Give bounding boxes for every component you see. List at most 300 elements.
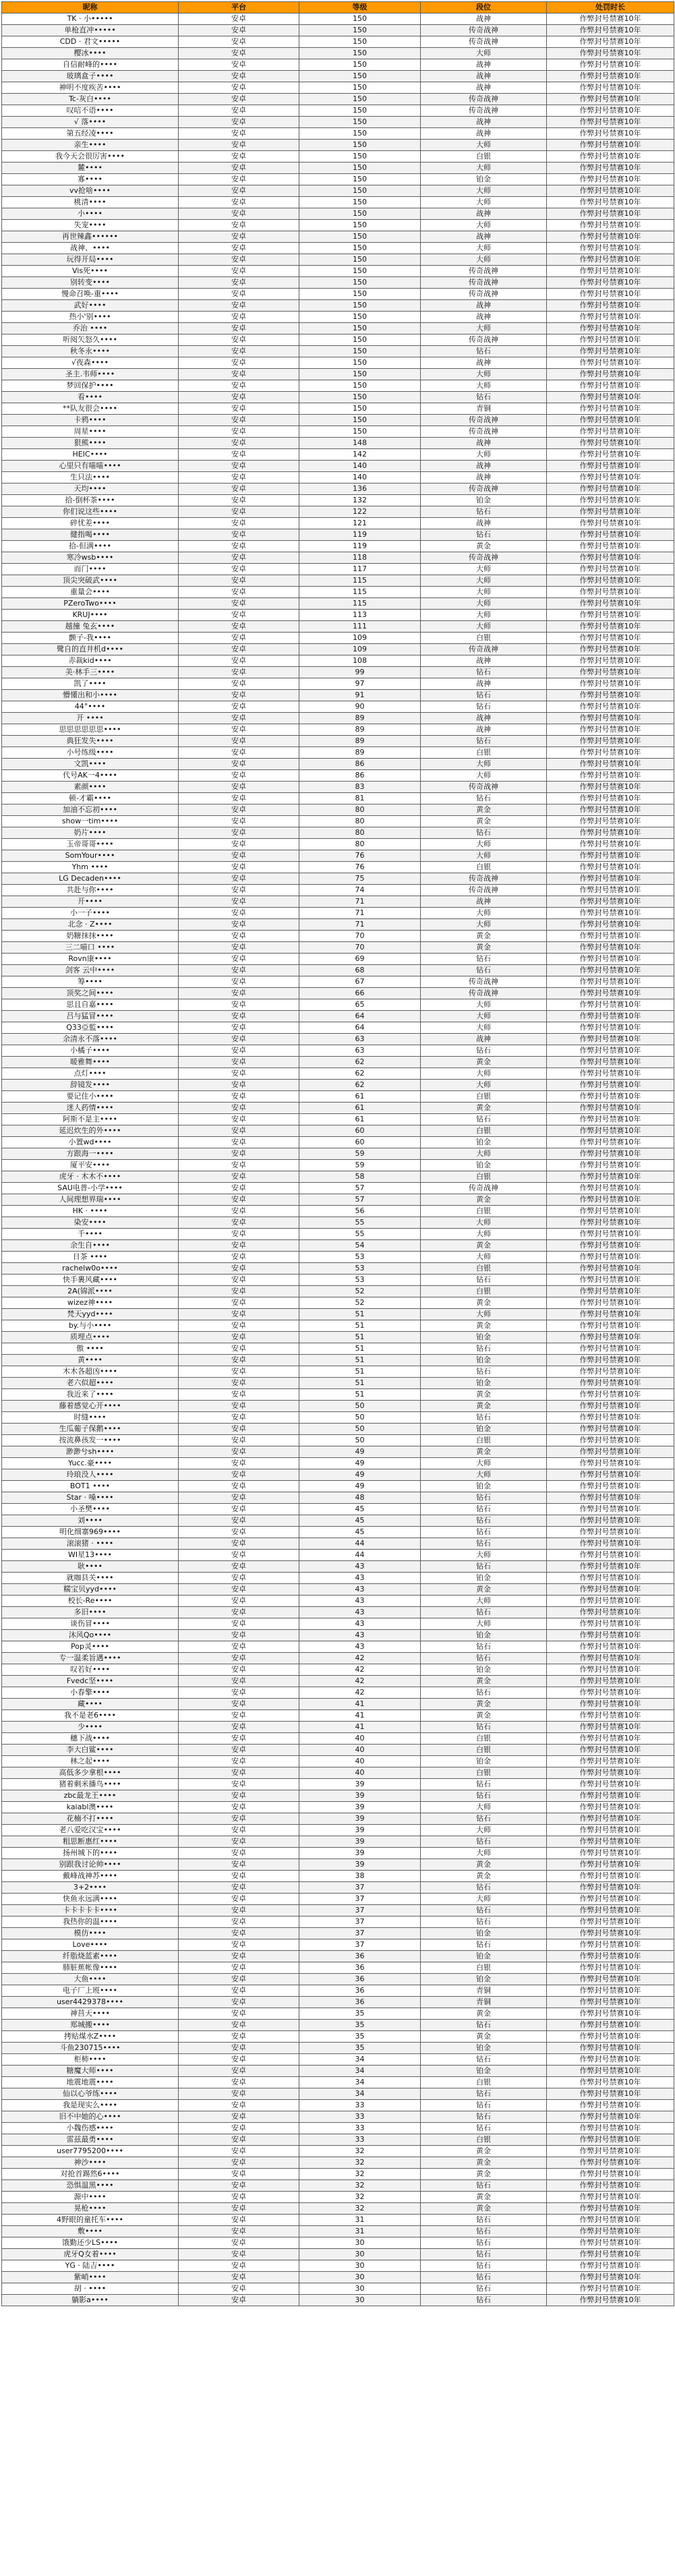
- cell-rank: 青铜: [421, 1985, 547, 1997]
- cell-platform: 安卓: [179, 690, 299, 701]
- cell-platform: 安卓: [179, 357, 299, 369]
- cell-nickname: 3+2••••: [2, 1882, 179, 1894]
- cell-rank: 战神: [421, 312, 547, 323]
- cell-penalty: 作弊封号禁赛10年: [547, 1951, 674, 1962]
- cell-penalty: 作弊封号禁赛10年: [547, 1320, 674, 1332]
- cell-level: 89: [299, 713, 421, 724]
- cell-platform: 安卓: [179, 1630, 299, 1641]
- cell-rank: 黄金: [421, 2031, 547, 2043]
- cell-penalty: 作弊封号禁赛10年: [547, 1286, 674, 1297]
- table-row: [2, 1859, 674, 1871]
- cell-platform: 安卓: [179, 782, 299, 793]
- cell-penalty: 作弊封号禁赛10年: [547, 140, 674, 151]
- cell-penalty: 作弊封号禁赛10年: [547, 185, 674, 197]
- cell-nickname: show一tim••••: [2, 816, 179, 827]
- cell-level: 51: [299, 1389, 421, 1401]
- table-row: [2, 2043, 674, 2054]
- cell-penalty: 作弊封号禁赛10年: [547, 896, 674, 908]
- cell-level: 30: [299, 2283, 421, 2295]
- cell-penalty: 作弊封号禁赛10年: [547, 254, 674, 266]
- cell-platform: 安卓: [179, 1710, 299, 1722]
- cell-rank: 白银: [421, 1435, 547, 1446]
- table-row: [2, 163, 674, 174]
- cell-rank: 白银: [421, 633, 547, 644]
- cell-level: 142: [299, 449, 421, 461]
- cell-nickname: 寡••••: [2, 174, 179, 185]
- cell-level: 70: [299, 942, 421, 954]
- cell-nickname: 亲生••••: [2, 140, 179, 151]
- table-row: [2, 541, 674, 552]
- cell-nickname: 时缝••••: [2, 1412, 179, 1424]
- cell-rank: 钻石: [421, 1687, 547, 1699]
- cell-rank: 传奇战神: [421, 266, 547, 277]
- cell-platform: 安卓: [179, 1263, 299, 1275]
- cell-level: 66: [299, 988, 421, 999]
- cell-nickname: 源中••••: [2, 2192, 179, 2203]
- cell-nickname: 剑客 云中••••: [2, 965, 179, 976]
- cell-nickname: 快手裹风藏••••: [2, 1275, 179, 1286]
- cell-level: 150: [299, 13, 421, 25]
- cell-level: 64: [299, 1011, 421, 1022]
- cell-rank: 传奇战神: [421, 277, 547, 289]
- table-row: [2, 1802, 674, 1813]
- cell-level: 115: [299, 598, 421, 610]
- cell-penalty: 作弊封号禁赛10年: [547, 1676, 674, 1687]
- cell-nickname: 越撞 兔玄••••: [2, 621, 179, 633]
- cell-platform: 安卓: [179, 931, 299, 942]
- cell-penalty: 作弊封号禁赛10年: [547, 323, 674, 334]
- cell-rank: 白银: [421, 1962, 547, 1974]
- cell-nickname: 快鱼永远满••••: [2, 1894, 179, 1905]
- cell-level: 150: [299, 140, 421, 151]
- cell-level: 43: [299, 1561, 421, 1573]
- cell-nickname: 点灯••••: [2, 1068, 179, 1080]
- cell-penalty: 作弊封号禁赛10年: [547, 426, 674, 438]
- cell-level: 43: [299, 1573, 421, 1584]
- cell-level: 30: [299, 2295, 421, 2306]
- cell-level: 35: [299, 2043, 421, 2054]
- cell-platform: 安卓: [179, 827, 299, 839]
- cell-rank: 大师: [421, 759, 547, 770]
- cell-rank: 大师: [421, 1022, 547, 1034]
- cell-platform: 安卓: [179, 1985, 299, 1997]
- cell-penalty: 作弊封号禁赛10年: [547, 1745, 674, 1756]
- cell-penalty: 作弊封号禁赛10年: [547, 1343, 674, 1355]
- cell-penalty: 作弊封号禁赛10年: [547, 1894, 674, 1905]
- cell-rank: 钻石: [421, 2215, 547, 2226]
- cell-level: 49: [299, 1469, 421, 1481]
- cell-nickname: 迷人药情••••: [2, 1103, 179, 1114]
- cell-penalty: 作弊封号禁赛10年: [547, 1229, 674, 1240]
- cell-platform: 安卓: [179, 277, 299, 289]
- cell-nickname: 仙以心爷练••••: [2, 2088, 179, 2100]
- cell-platform: 安卓: [179, 392, 299, 403]
- cell-penalty: 作弊封号禁赛10年: [547, 1492, 674, 1504]
- cell-platform: 安卓: [179, 587, 299, 598]
- cell-level: 150: [299, 380, 421, 392]
- table-row: [2, 1057, 674, 1068]
- cell-platform: 安卓: [179, 25, 299, 36]
- cell-platform: 安卓: [179, 1194, 299, 1206]
- cell-platform: 安卓: [179, 334, 299, 346]
- cell-platform: 安卓: [179, 2088, 299, 2100]
- cell-penalty: 作弊封号禁赛10年: [547, 1481, 674, 1492]
- cell-nickname: 健指喝••••: [2, 529, 179, 541]
- cell-rank: 钻石: [421, 1916, 547, 1928]
- table-row: [2, 598, 674, 610]
- cell-penalty: 作弊封号禁赛10年: [547, 804, 674, 816]
- cell-nickname: 明化细寨969••••: [2, 1527, 179, 1538]
- table-row: [2, 266, 674, 277]
- cell-penalty: 作弊封号禁赛10年: [547, 633, 674, 644]
- cell-rank: 黄金: [421, 2157, 547, 2169]
- cell-penalty: 作弊封号禁赛10年: [547, 793, 674, 804]
- cell-level: 62: [299, 1057, 421, 1068]
- cell-penalty: 作弊封号禁赛10年: [547, 1710, 674, 1722]
- cell-level: 80: [299, 804, 421, 816]
- table-row: [2, 1905, 674, 1916]
- cell-rank: 白银: [421, 1745, 547, 1756]
- table-row: [2, 747, 674, 759]
- cell-rank: 钻石: [421, 2237, 547, 2249]
- table-row: [2, 185, 674, 197]
- cell-rank: 大师: [421, 564, 547, 575]
- cell-platform: 安卓: [179, 1355, 299, 1366]
- cell-penalty: 作弊封号禁赛10年: [547, 1206, 674, 1217]
- cell-nickname: 敷••••: [2, 2226, 179, 2237]
- cell-nickname: 虎牙Q女着••••: [2, 2249, 179, 2260]
- cell-penalty: 作弊封号禁赛10年: [547, 369, 674, 380]
- cell-rank: 铂金: [421, 1664, 547, 1676]
- table-row: [2, 472, 674, 484]
- cell-nickname: 懵懂出和小••••: [2, 690, 179, 701]
- cell-penalty: 作弊封号禁赛10年: [547, 36, 674, 48]
- cell-nickname: Pop灵••••: [2, 1641, 179, 1653]
- cell-rank: 战神: [421, 208, 547, 220]
- cell-level: 150: [299, 346, 421, 357]
- cell-level: 97: [299, 678, 421, 690]
- cell-level: 70: [299, 931, 421, 942]
- table-row: [2, 1687, 674, 1699]
- cell-level: 49: [299, 1458, 421, 1469]
- cell-rank: 大师: [421, 770, 547, 782]
- cell-penalty: 作弊封号禁赛10年: [547, 334, 674, 346]
- cell-penalty: 作弊封号禁赛10年: [547, 1389, 674, 1401]
- cell-penalty: 作弊封号禁赛10年: [547, 2031, 674, 2043]
- cell-nickname: 狠熊••••: [2, 438, 179, 449]
- cell-nickname: 暖雅舞••••: [2, 1057, 179, 1068]
- cell-platform: 安卓: [179, 1676, 299, 1687]
- table-row: [2, 1148, 674, 1160]
- cell-penalty: 作弊封号禁赛10年: [547, 1630, 674, 1641]
- cell-nickname: WI星13••••: [2, 1550, 179, 1561]
- cell-rank: 黄金: [421, 1699, 547, 1710]
- cell-nickname: 碎忧差••••: [2, 518, 179, 529]
- table-row: [2, 1779, 674, 1790]
- cell-platform: 安卓: [179, 1343, 299, 1355]
- cell-rank: 钻石: [421, 1515, 547, 1527]
- table-row: [2, 965, 674, 976]
- table-row: [2, 403, 674, 415]
- table-row: [2, 1366, 674, 1378]
- cell-level: 53: [299, 1252, 421, 1263]
- cell-platform: 安卓: [179, 1779, 299, 1790]
- cell-penalty: 作弊封号禁赛10年: [547, 1825, 674, 1836]
- cell-penalty: 作弊封号禁赛10年: [547, 1859, 674, 1871]
- cell-level: 59: [299, 1148, 421, 1160]
- cell-platform: 安卓: [179, 1103, 299, 1114]
- cell-level: 49: [299, 1481, 421, 1492]
- table-row: [2, 1916, 674, 1928]
- cell-rank: 钻石: [421, 2054, 547, 2066]
- cell-nickname: 质埋点••••: [2, 1332, 179, 1343]
- cell-level: 150: [299, 392, 421, 403]
- cell-penalty: 作弊封号禁赛10年: [547, 919, 674, 931]
- cell-platform: 安卓: [179, 1332, 299, 1343]
- cell-nickname: Love••••: [2, 1939, 179, 1951]
- cell-penalty: 作弊封号禁赛10年: [547, 1148, 674, 1160]
- cell-penalty: 作弊封号禁赛10年: [547, 529, 674, 541]
- cell-platform: 安卓: [179, 105, 299, 117]
- cell-rank: 战神: [421, 13, 547, 25]
- table-row: [2, 633, 674, 644]
- cell-rank: 铂金: [421, 1573, 547, 1584]
- cell-platform: 安卓: [179, 1424, 299, 1435]
- cell-level: 140: [299, 472, 421, 484]
- cell-nickname: 滚滚猪 · ••••: [2, 1538, 179, 1550]
- cell-level: 91: [299, 690, 421, 701]
- table-row: [2, 484, 674, 495]
- cell-level: 44: [299, 1550, 421, 1561]
- cell-penalty: 作弊封号禁赛10年: [547, 1767, 674, 1779]
- cell-nickname: 小一子••••: [2, 908, 179, 919]
- table-row: [2, 1229, 674, 1240]
- cell-penalty: 作弊封号禁赛10年: [547, 105, 674, 117]
- cell-nickname: 顶奖之间••••: [2, 988, 179, 999]
- cell-rank: 钻石: [421, 736, 547, 747]
- cell-rank: 大师: [421, 999, 547, 1011]
- table-row: [2, 1527, 674, 1538]
- table-row: [2, 850, 674, 862]
- cell-nickname: YG · 陆吉••••: [2, 2260, 179, 2272]
- table-row: [2, 1641, 674, 1653]
- cell-level: 53: [299, 1263, 421, 1275]
- cell-level: 150: [299, 300, 421, 312]
- cell-platform: 安卓: [179, 1206, 299, 1217]
- cell-level: 109: [299, 644, 421, 655]
- cell-level: 150: [299, 243, 421, 254]
- cell-nickname: 刘••••: [2, 1515, 179, 1527]
- cell-penalty: 作弊封号禁赛10年: [547, 1974, 674, 1985]
- cell-platform: 安卓: [179, 2157, 299, 2169]
- cell-platform: 安卓: [179, 1916, 299, 1928]
- cell-level: 32: [299, 2157, 421, 2169]
- cell-level: 34: [299, 2066, 421, 2077]
- cell-level: 54: [299, 1240, 421, 1252]
- cell-penalty: 作弊封号禁赛10年: [547, 2020, 674, 2031]
- table-row: [2, 174, 674, 185]
- cell-level: 150: [299, 426, 421, 438]
- cell-penalty: 作弊封号禁赛10年: [547, 1813, 674, 1825]
- table-row: [2, 1137, 674, 1148]
- cell-rank: 传奇战神: [421, 334, 547, 346]
- cell-rank: 传奇战神: [421, 415, 547, 426]
- table-row: [2, 357, 674, 369]
- cell-penalty: 作弊封号禁赛10年: [547, 2134, 674, 2146]
- cell-rank: 黄金: [421, 2192, 547, 2203]
- table-row: [2, 919, 674, 931]
- table-row: [2, 197, 674, 208]
- cell-rank: 钻石: [421, 1275, 547, 1286]
- cell-rank: 大师: [421, 1848, 547, 1859]
- cell-nickname: 花楠不打••••: [2, 1813, 179, 1825]
- cell-platform: 安卓: [179, 2134, 299, 2146]
- cell-platform: 安卓: [179, 163, 299, 174]
- cell-platform: 安卓: [179, 2100, 299, 2111]
- cell-platform: 安卓: [179, 2054, 299, 2066]
- cell-level: 148: [299, 438, 421, 449]
- cell-platform: 安卓: [179, 1905, 299, 1916]
- table-row: [2, 334, 674, 346]
- cell-level: 150: [299, 71, 421, 82]
- cell-nickname: 看••••: [2, 392, 179, 403]
- cell-rank: 钻石: [421, 1836, 547, 1848]
- cell-level: 65: [299, 999, 421, 1011]
- cell-rank: 黄金: [421, 804, 547, 816]
- table-row: [2, 931, 674, 942]
- table-row: [2, 770, 674, 782]
- cell-nickname: 重量会••••: [2, 587, 179, 598]
- cell-rank: 钻石: [421, 1882, 547, 1894]
- cell-rank: 黄金: [421, 1297, 547, 1309]
- cell-platform: 安卓: [179, 1125, 299, 1137]
- cell-rank: 钻石: [421, 2123, 547, 2134]
- cell-platform: 安卓: [179, 1229, 299, 1240]
- cell-penalty: 作弊封号禁赛10年: [547, 598, 674, 610]
- table-row: [2, 2123, 674, 2134]
- cell-penalty: 作弊封号禁赛10年: [547, 2123, 674, 2134]
- cell-nickname: 生只法••••: [2, 472, 179, 484]
- cell-platform: 安卓: [179, 461, 299, 472]
- cell-rank: 黄金: [421, 942, 547, 954]
- cell-penalty: 作弊封号禁赛10年: [547, 541, 674, 552]
- table-row: [2, 2134, 674, 2146]
- cell-rank: 黄金: [421, 1057, 547, 1068]
- cell-rank: 大师: [421, 197, 547, 208]
- table-row: [2, 13, 674, 25]
- cell-level: 30: [299, 2260, 421, 2272]
- cell-platform: 安卓: [179, 1378, 299, 1389]
- cell-nickname: 厦平安••••: [2, 1160, 179, 1171]
- cell-penalty: 作弊封号禁赛10年: [547, 1527, 674, 1538]
- cell-nickname: 躺影a••••: [2, 2295, 179, 2306]
- cell-level: 30: [299, 2272, 421, 2283]
- cell-nickname: TK · 小•••••: [2, 13, 179, 25]
- cell-penalty: 作弊封号禁赛10年: [547, 1538, 674, 1550]
- cell-penalty: 作弊封号禁赛10年: [547, 839, 674, 850]
- cell-platform: 安卓: [179, 1286, 299, 1297]
- cell-level: 109: [299, 633, 421, 644]
- cell-rank: 大师: [421, 598, 547, 610]
- cell-platform: 安卓: [179, 2146, 299, 2157]
- cell-platform: 安卓: [179, 1057, 299, 1068]
- cell-penalty: 作弊封号禁赛10年: [547, 495, 674, 506]
- cell-rank: 战神: [421, 82, 547, 94]
- cell-platform: 安卓: [179, 1252, 299, 1263]
- table-row: [2, 1756, 674, 1767]
- cell-penalty: 作弊封号禁赛10年: [547, 1882, 674, 1894]
- cell-nickname: Fvedc坚••••: [2, 1676, 179, 1687]
- cell-platform: 安卓: [179, 151, 299, 163]
- cell-rank: 铂金: [421, 1378, 547, 1389]
- cell-level: 51: [299, 1366, 421, 1378]
- table-row: [2, 289, 674, 300]
- cell-penalty: 作弊封号禁赛10年: [547, 2008, 674, 2020]
- table-row: [2, 759, 674, 770]
- cell-penalty: 作弊封号禁赛10年: [547, 782, 674, 793]
- table-row: [2, 908, 674, 919]
- cell-platform: 安卓: [179, 484, 299, 495]
- cell-nickname: 典狂发失••••: [2, 736, 179, 747]
- table-row: [2, 140, 674, 151]
- cell-penalty: 作弊封号禁赛10年: [547, 2043, 674, 2054]
- cell-nickname: 素颜••••: [2, 782, 179, 793]
- cell-level: 33: [299, 2123, 421, 2134]
- cell-level: 67: [299, 976, 421, 988]
- cell-rank: 钻石: [421, 1722, 547, 1733]
- cell-level: 89: [299, 736, 421, 747]
- cell-nickname: PZeroTwo••••: [2, 598, 179, 610]
- cell-rank: 传奇战神: [421, 988, 547, 999]
- cell-nickname: Star · 嗓••••: [2, 1492, 179, 1504]
- cell-platform: 安卓: [179, 1538, 299, 1550]
- cell-nickname: 文凯••••: [2, 759, 179, 770]
- cell-nickname: 大鱼••••: [2, 1974, 179, 1985]
- cell-nickname: 梵天yyd••••: [2, 1309, 179, 1320]
- cell-nickname: KRUJ••••: [2, 610, 179, 621]
- cell-rank: 战神: [421, 71, 547, 82]
- cell-platform: 安卓: [179, 2180, 299, 2192]
- cell-rank: 战神: [421, 472, 547, 484]
- cell-platform: 安卓: [179, 1458, 299, 1469]
- cell-nickname: 人间理想界瑞••••: [2, 1194, 179, 1206]
- table-row: [2, 1080, 674, 1091]
- cell-platform: 安卓: [179, 2237, 299, 2249]
- cell-penalty: 作弊封号禁赛10年: [547, 942, 674, 954]
- cell-rank: 白银: [421, 1733, 547, 1745]
- cell-penalty: 作弊封号禁赛10年: [547, 885, 674, 896]
- cell-penalty: 作弊封号禁赛10年: [547, 908, 674, 919]
- cell-nickname: zbc最龙王••••: [2, 1790, 179, 1802]
- cell-nickname: 颤子-我••••: [2, 633, 179, 644]
- cell-platform: 安卓: [179, 667, 299, 678]
- table-row: [2, 369, 674, 380]
- cell-nickname: 开 ••••: [2, 713, 179, 724]
- cell-nickname: 秋冬永••••: [2, 346, 179, 357]
- table-row: [2, 220, 674, 231]
- table-row: [2, 243, 674, 254]
- cell-nickname: 玻璃盒子••••: [2, 71, 179, 82]
- table-row: [2, 1435, 674, 1446]
- cell-penalty: 作弊封号禁赛10年: [547, 1446, 674, 1458]
- table-row: [2, 1504, 674, 1515]
- table-row: [2, 2295, 674, 2306]
- cell-rank: 战神: [421, 438, 547, 449]
- cell-penalty: 作弊封号禁赛10年: [547, 1424, 674, 1435]
- cell-penalty: 作弊封号禁赛10年: [547, 1401, 674, 1412]
- cell-platform: 安卓: [179, 1722, 299, 1733]
- cell-penalty: 作弊封号禁赛10年: [547, 1183, 674, 1194]
